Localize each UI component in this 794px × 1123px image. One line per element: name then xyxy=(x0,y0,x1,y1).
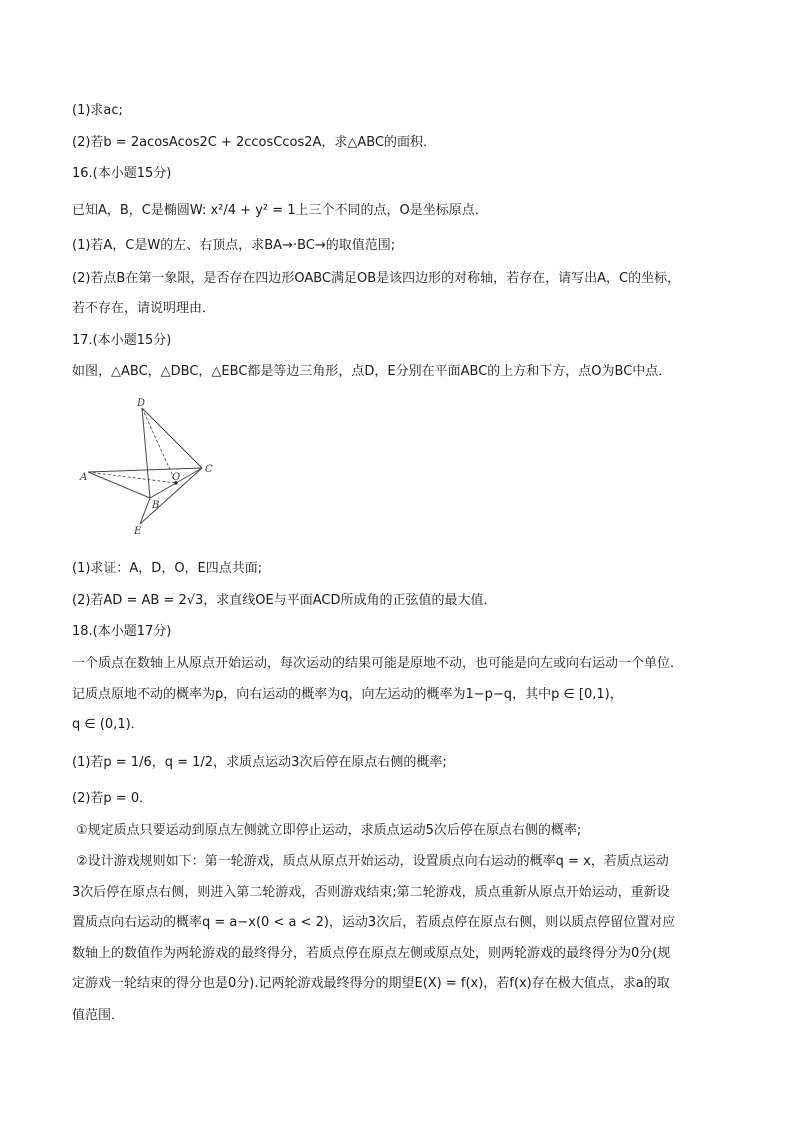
q16-heading: 16.(本小题15分) xyxy=(72,166,172,181)
label-E: E xyxy=(134,526,142,537)
q16-part1: (1)若A，C是W的左、右顶点，求BA→·BC→的取值范围; xyxy=(72,238,396,253)
label-B: B xyxy=(152,500,160,511)
q17-stem: 如图，△ABC，△DBC，△EBC都是等边三角形，点D，E分别在平面ABC的上方和下方，点O为BC中点． xyxy=(72,364,672,379)
label-C: C xyxy=(205,464,213,475)
q17-heading: 17.(本小题15分) xyxy=(72,333,172,348)
q18-part2-sub2-line3: 置质点向右运动的概率q = a−x(0 < a < 2)，运动3次后，若质点停在原点右侧，则以质点停留位置对应 xyxy=(72,915,676,930)
q17-part1: (1)求证：A，D，O，E四点共面; xyxy=(72,561,263,576)
edge-EC xyxy=(140,468,202,524)
q18-stem-3: q ∈ (0,1)． xyxy=(72,717,144,732)
q16-part2-cont: 若不存在，请说明理由． xyxy=(72,301,216,316)
q18-part1: (1)若p = 1/6，q = 1/2，求质点运动3次后停在原点右侧的概率; xyxy=(72,755,447,770)
q18-stem-1: 一个质点在数轴上从原点开始运动，每次运动的结果可能是原地不动，也可能是向左或向右运动一个单位． xyxy=(72,656,684,671)
q16-part2: (2)若点B在第一象限，是否存在四边形OABC满足OB是该四边形的对称轴，若存在，请写出A，C的坐标， xyxy=(72,271,681,286)
q18-heading: 18.(本小题17分) xyxy=(72,624,172,639)
label-A: A xyxy=(80,472,88,483)
q18-part2-sub2-line5: 定游戏一轮结束的得分也是0分).记两轮游戏最终得分的期望E(X) = f(x)，若f(x)存在极大值点，求a的取 xyxy=(72,976,670,991)
q18-part2-sub2-line2: 3次后停在原点右侧，则进入第二轮游戏，否则游戏结束;第二轮游戏，质点重新从原点开始运动，重新设 xyxy=(72,885,670,900)
q17-part2: (2)若AD = AB = 2√3，求直线OE与平面ACD所成角的正弦值的最大值． xyxy=(72,593,497,608)
q15-part1: (1)求ac; xyxy=(72,103,123,118)
q18-part2-sub2: ②设计游戏规则如下：第一轮游戏，质点从原点开始运动，设置质点向右运动的概率q = x，若质点运动 xyxy=(76,854,669,869)
q18-part2-sub2-line4: 数轴上的数值作为两轮游戏的最终得分，若质点停在原点左侧或原点处，则两轮游戏的最终得分为0分(规 xyxy=(72,946,671,961)
edge-DC xyxy=(142,408,202,468)
q15-part2: (2)若b = 2acosAcos2C + 2ccosCcos2A，求△ABC的面积． xyxy=(72,135,437,150)
q18-part2-sub2-line6: 值范围． xyxy=(72,1008,125,1023)
q16-stem: 已知A，B，C是椭圆W: x²/4 + y² = 1上三个不同的点，O是坐标原点． xyxy=(72,203,488,218)
geometry-figure xyxy=(78,396,218,542)
label-O: O xyxy=(172,472,181,483)
edge-hidden-DO xyxy=(142,408,176,483)
q18-stem-2: 记质点原地不动的概率为p，向右运动的概率为q，向左运动的概率为1−p−q，其中p ∈ [0,1)， xyxy=(72,687,623,702)
q18-part2: (2)若p = 0． xyxy=(72,791,153,806)
edge-AC xyxy=(88,468,202,472)
edge-DB xyxy=(142,408,150,498)
q18-part2-sub1: ①规定质点只要运动到原点左侧就立即停止运动，求质点运动5次后停在原点右侧的概率; xyxy=(76,823,582,838)
label-D: D xyxy=(137,398,146,409)
